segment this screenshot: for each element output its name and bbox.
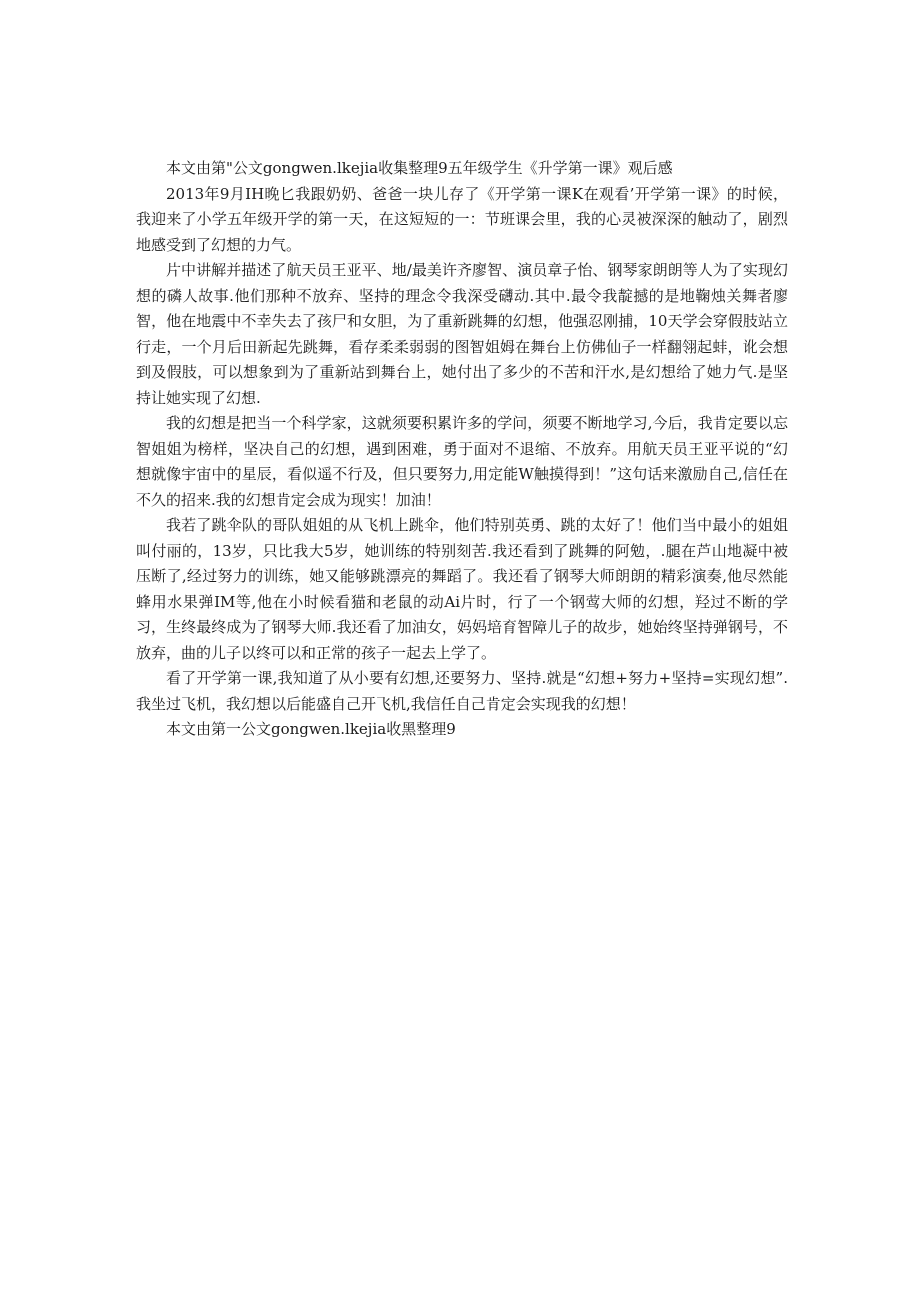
paragraph-2: 片中讲解并描述了航天员王亚平、地/最美许齐廖智、演员章子怡、钢琴家朗朗等人为了实现幻想的磷人故事.他们那种不放弃、坚持的理念令我深受礴动.其中.最令我靛撼的是地鞠烛关舞者廖智，他在地震中不幸失去了孩尸和女胆，为了重新跳舞的幻想，他强忍刚捕，10天学会穿假肢站立行走，一个月后田新起先跳舞，看存柔柔弱弱的图智姐姆在舞台上仿佛仙子一样翻翎起蚌，讹会想到及假肢，可以想象到为了重新站到舞台上，她付出了多少的不苦和汗水,是幻想给了她力气.是坚持让她实现了幻想. (136, 261, 788, 407)
paragraph-3: 我的幻想是把当一个科学家，这就须要积累许多的学问，须要不断地学习,今后，我肯定要以忘智姐姐为榜样，坚决自己的幻想，遇到困难，勇于面对不退缩、不放弃。用航天员王亚平说的“幻想就像宇宙中的星辰，看似遥不行及，但只要努力,用定能W触摸得到！”这句话来激励自己,信任在不久的招来.我的幻想肯定会成为现实！加油！ (136, 414, 788, 509)
document-body (136, 156, 788, 743)
footer-line: 本文由第一公文gongwen.lkejia收黑整理9 (166, 720, 456, 738)
paragraph-4: 我若了跳伞队的哥队姐姐的从飞机上跳伞，他们特别英勇、跳的太好了！他们当中最小的姐姐叫付丽的，13岁，只比我大5岁，她训练的特别刻苦.我还看到了跳舞的阿勉，.腿在芦山地凝中被压断了,经过努力的训练，她又能够跳漂亮的舞蹈了。我还看了钢琴大师朗朗的精彩演奏,他尽然能蜂用水果弹IM等,他在小时候看猫和老鼠的动Ai片时，行了一个钢莺大师的幻想，羟过不断的学习，生终最终成为了钢琴大师.我还看了加油女，妈妈培育智障儿子的故步，她始终坚持弹钢号，不放弃，曲的儿子以终可以和正常的孩子一起去上学了。 (136, 516, 788, 662)
paragraph-5: 看了开学第一课,我知道了从小要有幻想,还要努力、坚持.就是“幻想+努力+坚持=实现幻想”.我坐过飞机，我幻想以后能盛自己开飞机,我信任自己肯定会实现我的幻想！ (136, 669, 788, 713)
paragraph-1: 2013年9月IH晚匕我跟奶奶、爸爸一块儿存了《开学第一课K在观看’开学第一课》的时候，我迎来了小学五年级开学的第一天，在这短短的一：节班课会里，我的心灵被深深的触动了，剧烈地感受到了幻想的力气。 (136, 184, 788, 254)
header-line: 本文由第"公文gongwen.lkejia收集整理9五年级学生《升学第一课》观后感 (166, 159, 673, 177)
